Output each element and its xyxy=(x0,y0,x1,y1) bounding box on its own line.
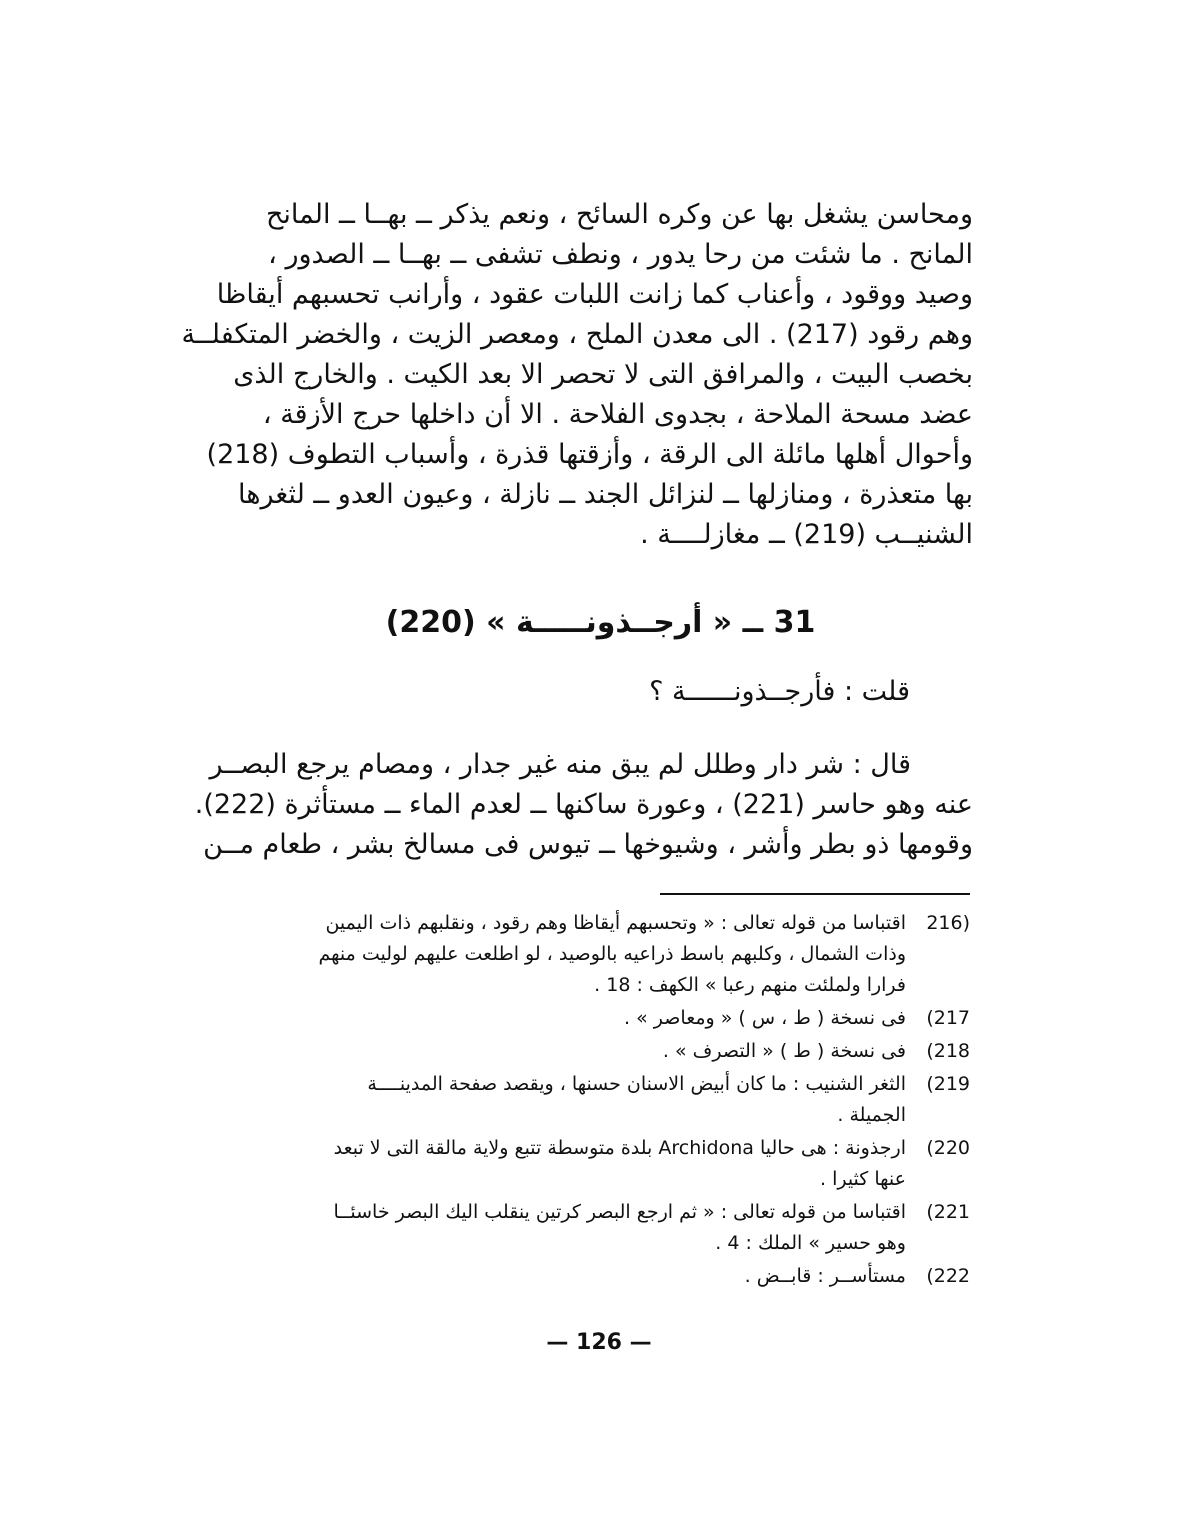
footnote-number: (219 xyxy=(926,1073,970,1095)
section-heading: 31 ــ « أرجــذونـــــة » (220) xyxy=(385,605,816,640)
footnote-number: (220 xyxy=(926,1137,970,1159)
text-line: وقومها ذو بطر وأشر ، وشيوخها ــ تيوس فى مسالخ بشر ، طعام مــن xyxy=(203,829,973,860)
footnote-divider xyxy=(660,893,970,895)
footnote-line: عنها كثيرا . xyxy=(819,1168,906,1190)
text-line: قال : شر دار وطلل لم يبق منه غير جدار ، ومصام يرجع البصــر xyxy=(209,749,911,780)
footnotes-section xyxy=(228,908,970,1294)
text-line: عضد مسحة الملاحة ، بجدوى الفلاحة . الا أن داخلها حرج الأزقة ، xyxy=(262,399,973,430)
footnote-line: الثغر الشنيب : ما كان أبيض الاسنان حسنها ، ويقصد صفحة المدينــــة xyxy=(367,1073,906,1095)
footnote-line: فى نسخة ( ط ، س ) « ومعاصر » . xyxy=(624,1007,906,1029)
footnote-number: (222 xyxy=(926,1265,970,1287)
text-line: الشنيــب (219) ــ مغازلــــة . xyxy=(640,519,973,550)
body-paragraph-1 xyxy=(181,195,973,555)
text-line: وأحوال أهلها مائلة الى الرقة ، وأزقتها قذرة ، وأسباب التطوف (218) xyxy=(206,439,973,470)
footnote-line: ارجذونة : هى حاليا Archidona بلدة متوسطة تتبع ولاية مالقة التى لا تبعد xyxy=(333,1137,906,1159)
page-number: — 126 — xyxy=(546,1330,652,1355)
footnote-217 xyxy=(228,1003,970,1034)
footnote-line: فى نسخة ( ط ) « التصرف » . xyxy=(662,1040,906,1062)
footnote-number: (221 xyxy=(926,1201,970,1223)
footnote-216 xyxy=(228,908,970,1001)
footnote-220 xyxy=(228,1133,970,1195)
footnote-line: اقتباسا من قوله تعالى : « وتحسبهم أيقاظا وهم رقود ، ونقلبهم ذات اليمين xyxy=(325,912,906,934)
footnote-number: (217 xyxy=(926,1007,970,1029)
footnote-line: اقتباسا من قوله تعالى : « ثم ارجع البصر كرتين ينقلب اليك البصر خاسئــا xyxy=(333,1201,906,1223)
footnote-line: مستأســر : قابــض . xyxy=(744,1265,906,1287)
footnote-number: 216) xyxy=(926,912,970,934)
footnote-line: الجميلة . xyxy=(837,1104,906,1126)
text-line: وهم رقود (217) . الى معدن الملح ، ومعصر الزيت ، والخضر المتكفلــة xyxy=(181,319,973,350)
footnote-221 xyxy=(228,1197,970,1259)
text-line: عنه وهو حاسر (221) ، وعورة ساكنها ــ لعدم الماء ــ مستأثرة (222). xyxy=(194,789,973,820)
footnote-218 xyxy=(228,1036,970,1067)
body-paragraph-2 xyxy=(194,745,973,865)
footnote-219 xyxy=(228,1069,970,1131)
footnote-line: فرارا ولملئت منهم رعبا » الكهف : 18 . xyxy=(594,974,906,996)
text-line: بها متعذرة ، ومنازلها ــ لنزائل الجند ــ نازلة ، وعيون العدو ــ لثغرها xyxy=(238,479,973,510)
text-line: ومحاسن يشغل بها عن وكره السائح ، ونعم يذكر ــ بهــا ــ المانح xyxy=(265,199,973,230)
text-line: وصيد ووقود ، وأعناب كما زانت اللبات عقود ، وأرانب تحسبهم أيقاظا xyxy=(216,279,973,310)
footnote-line: وذات الشمال ، وكلبهم باسط ذراعيه بالوصيد ، لو اطلعت عليهم لوليت منهم xyxy=(318,943,906,965)
question-line: قلت : فأرجــذونــــــة ؟ xyxy=(649,676,910,707)
footnote-222 xyxy=(228,1261,970,1292)
footnote-number: (218 xyxy=(926,1040,970,1062)
text-line: بخصب البيت ، والمرافق التى لا تحصر الا بعد الكيت . والخارج الذى xyxy=(233,359,973,390)
footnote-line: وهو حسير » الملك : 4 . xyxy=(715,1232,906,1254)
text-line: المانح . ما شئت من رحا يدور ، ونطف تشفى ــ بهــا ــ الصدور ، xyxy=(268,239,973,270)
